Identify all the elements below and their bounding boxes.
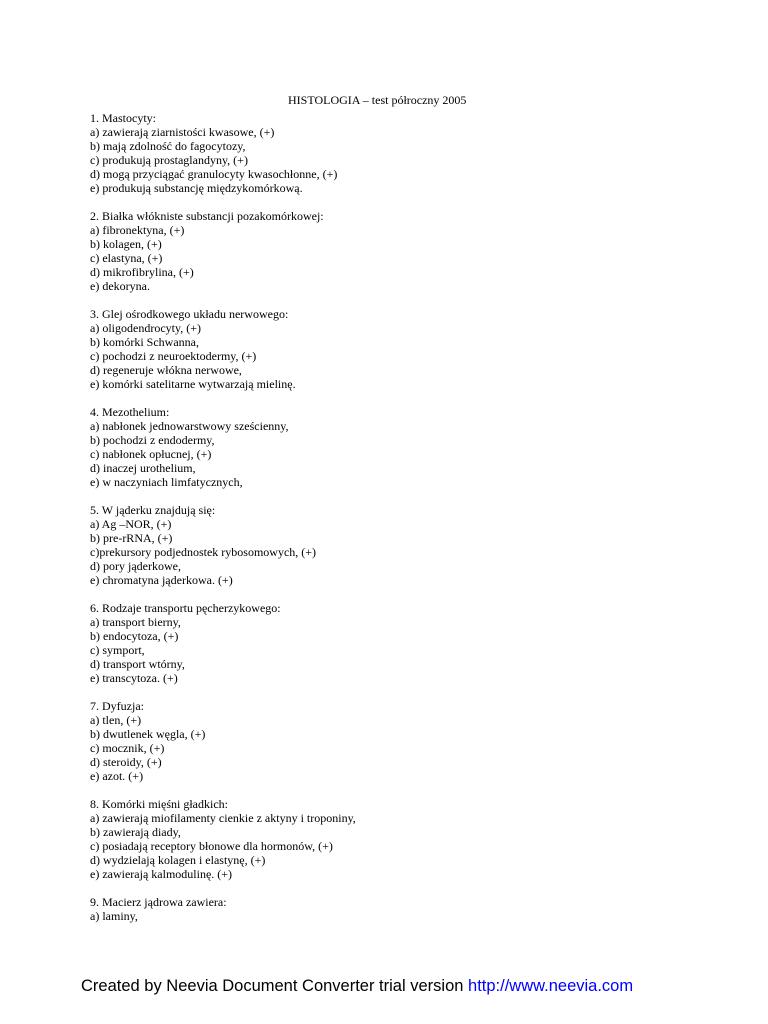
question-8 — [90, 797, 730, 881]
answer-option: e) w naczyniach limfatycznych, — [90, 475, 243, 489]
question-6 — [90, 601, 730, 685]
answer-option: e) produkują substancję międzykomórkową. — [90, 181, 303, 195]
answer-option: d) steroidy, (+) — [90, 755, 162, 769]
footer-text: Created by Neevia Document Converter trial version — [81, 977, 469, 995]
answer-option: d) mikrofibrylina, (+) — [90, 265, 194, 279]
answer-option: c) pochodzi z neuroektodermy, (+) — [90, 349, 257, 363]
answer-option: a) transport bierny, — [90, 615, 181, 629]
converter-footer — [81, 976, 633, 996]
answer-option: c) nabłonek opłucnej, (+) — [90, 447, 212, 461]
answer-option: e) azot. (+) — [90, 769, 144, 783]
answer-option: b) pochodzi z endodermy, — [90, 433, 215, 447]
answer-option: a) Ag –NOR, (+) — [90, 517, 172, 531]
answer-option: a) nabłonek jednowarstwowy sześcienny, — [90, 419, 289, 433]
answer-option: a) zawierają miofilamenty cienkie z aktyny i troponiny, — [90, 811, 356, 825]
question-heading: 3. Glej ośrodkowego układu nerwowego: — [90, 307, 289, 321]
answer-option: d) transport wtórny, — [90, 657, 185, 671]
answer-option: b) endocytoza, (+) — [90, 629, 179, 643]
question-7 — [90, 699, 730, 783]
question-3 — [90, 307, 730, 391]
answer-option: b) dwutlenek węgla, (+) — [90, 727, 206, 741]
question-heading: 8. Komórki mięśni gładkich: — [90, 797, 228, 811]
answer-option: d) mogą przyciągać granulocyty kwasochłonne, (+) — [90, 167, 338, 181]
question-heading: 5. W jąderku znajdują się: — [90, 503, 216, 517]
answer-option: e) zawierają kalmodulinę. (+) — [90, 867, 233, 881]
answer-option: c)prekursory podjednostek rybosomowych, (+) — [90, 545, 317, 559]
answer-option: d) regeneruje włókna nerwowe, — [90, 363, 242, 377]
answer-option: a) tlen, (+) — [90, 713, 142, 727]
question-1 — [90, 111, 730, 195]
answer-option: d) pory jąderkowe, — [90, 559, 181, 573]
answer-option: b) mają zdolność do fagocytozy, — [90, 139, 246, 153]
answer-option: b) kolagen, (+) — [90, 237, 162, 251]
answer-option: c) produkują prostaglandyny, (+) — [90, 153, 248, 167]
question-4 — [90, 405, 730, 489]
answer-option: a) fibronektyna, (+) — [90, 223, 185, 237]
answer-option: a) oligodendrocyty, (+) — [90, 321, 201, 335]
question-2 — [90, 209, 730, 293]
question-heading: 2. Białka włókniste substancji pozakomórkowej: — [90, 209, 324, 223]
answer-option: c) mocznik, (+) — [90, 741, 165, 755]
answer-option: b) komórki Schwanna, — [90, 335, 199, 349]
answer-option: e) dekoryna. — [90, 279, 150, 293]
question-5 — [90, 503, 730, 587]
neevia-link[interactable]: http://www.neevia.com — [468, 977, 634, 995]
answer-option: e) chromatyna jąderkowa. (+) — [90, 573, 233, 587]
question-heading: 7. Dyfuzja: — [90, 699, 144, 713]
answer-option: d) wydzielają kolagen i elastynę, (+) — [90, 853, 266, 867]
page-title: HISTOLOGIA – test półroczny 2005 — [288, 93, 467, 107]
question-9 — [90, 895, 730, 923]
answer-option: b) pre-rRNA, (+) — [90, 531, 173, 545]
answer-option: d) inaczej urothelium, — [90, 461, 196, 475]
answer-option: b) zawierają diady, — [90, 825, 181, 839]
answer-option: e) komórki satelitarne wytwarzają mielinę. — [90, 377, 296, 391]
question-heading: 6. Rodzaje transportu pęcherzykowego: — [90, 601, 281, 615]
answer-option: c) elastyna, (+) — [90, 251, 163, 265]
answer-option: a) zawierają ziarnistości kwasowe, (+) — [90, 125, 275, 139]
question-list — [90, 111, 730, 937]
answer-option: a) laminy, — [90, 909, 138, 923]
question-heading: 9. Macierz jądrowa zawiera: — [90, 895, 227, 909]
answer-option: e) transcytoza. (+) — [90, 671, 178, 685]
question-heading: 4. Mezothelium: — [90, 405, 170, 419]
answer-option: c) posiadają receptory błonowe dla hormonów, (+) — [90, 839, 333, 853]
question-heading: 1. Mastocyty: — [90, 111, 156, 125]
answer-option: c) symport, — [90, 643, 145, 657]
